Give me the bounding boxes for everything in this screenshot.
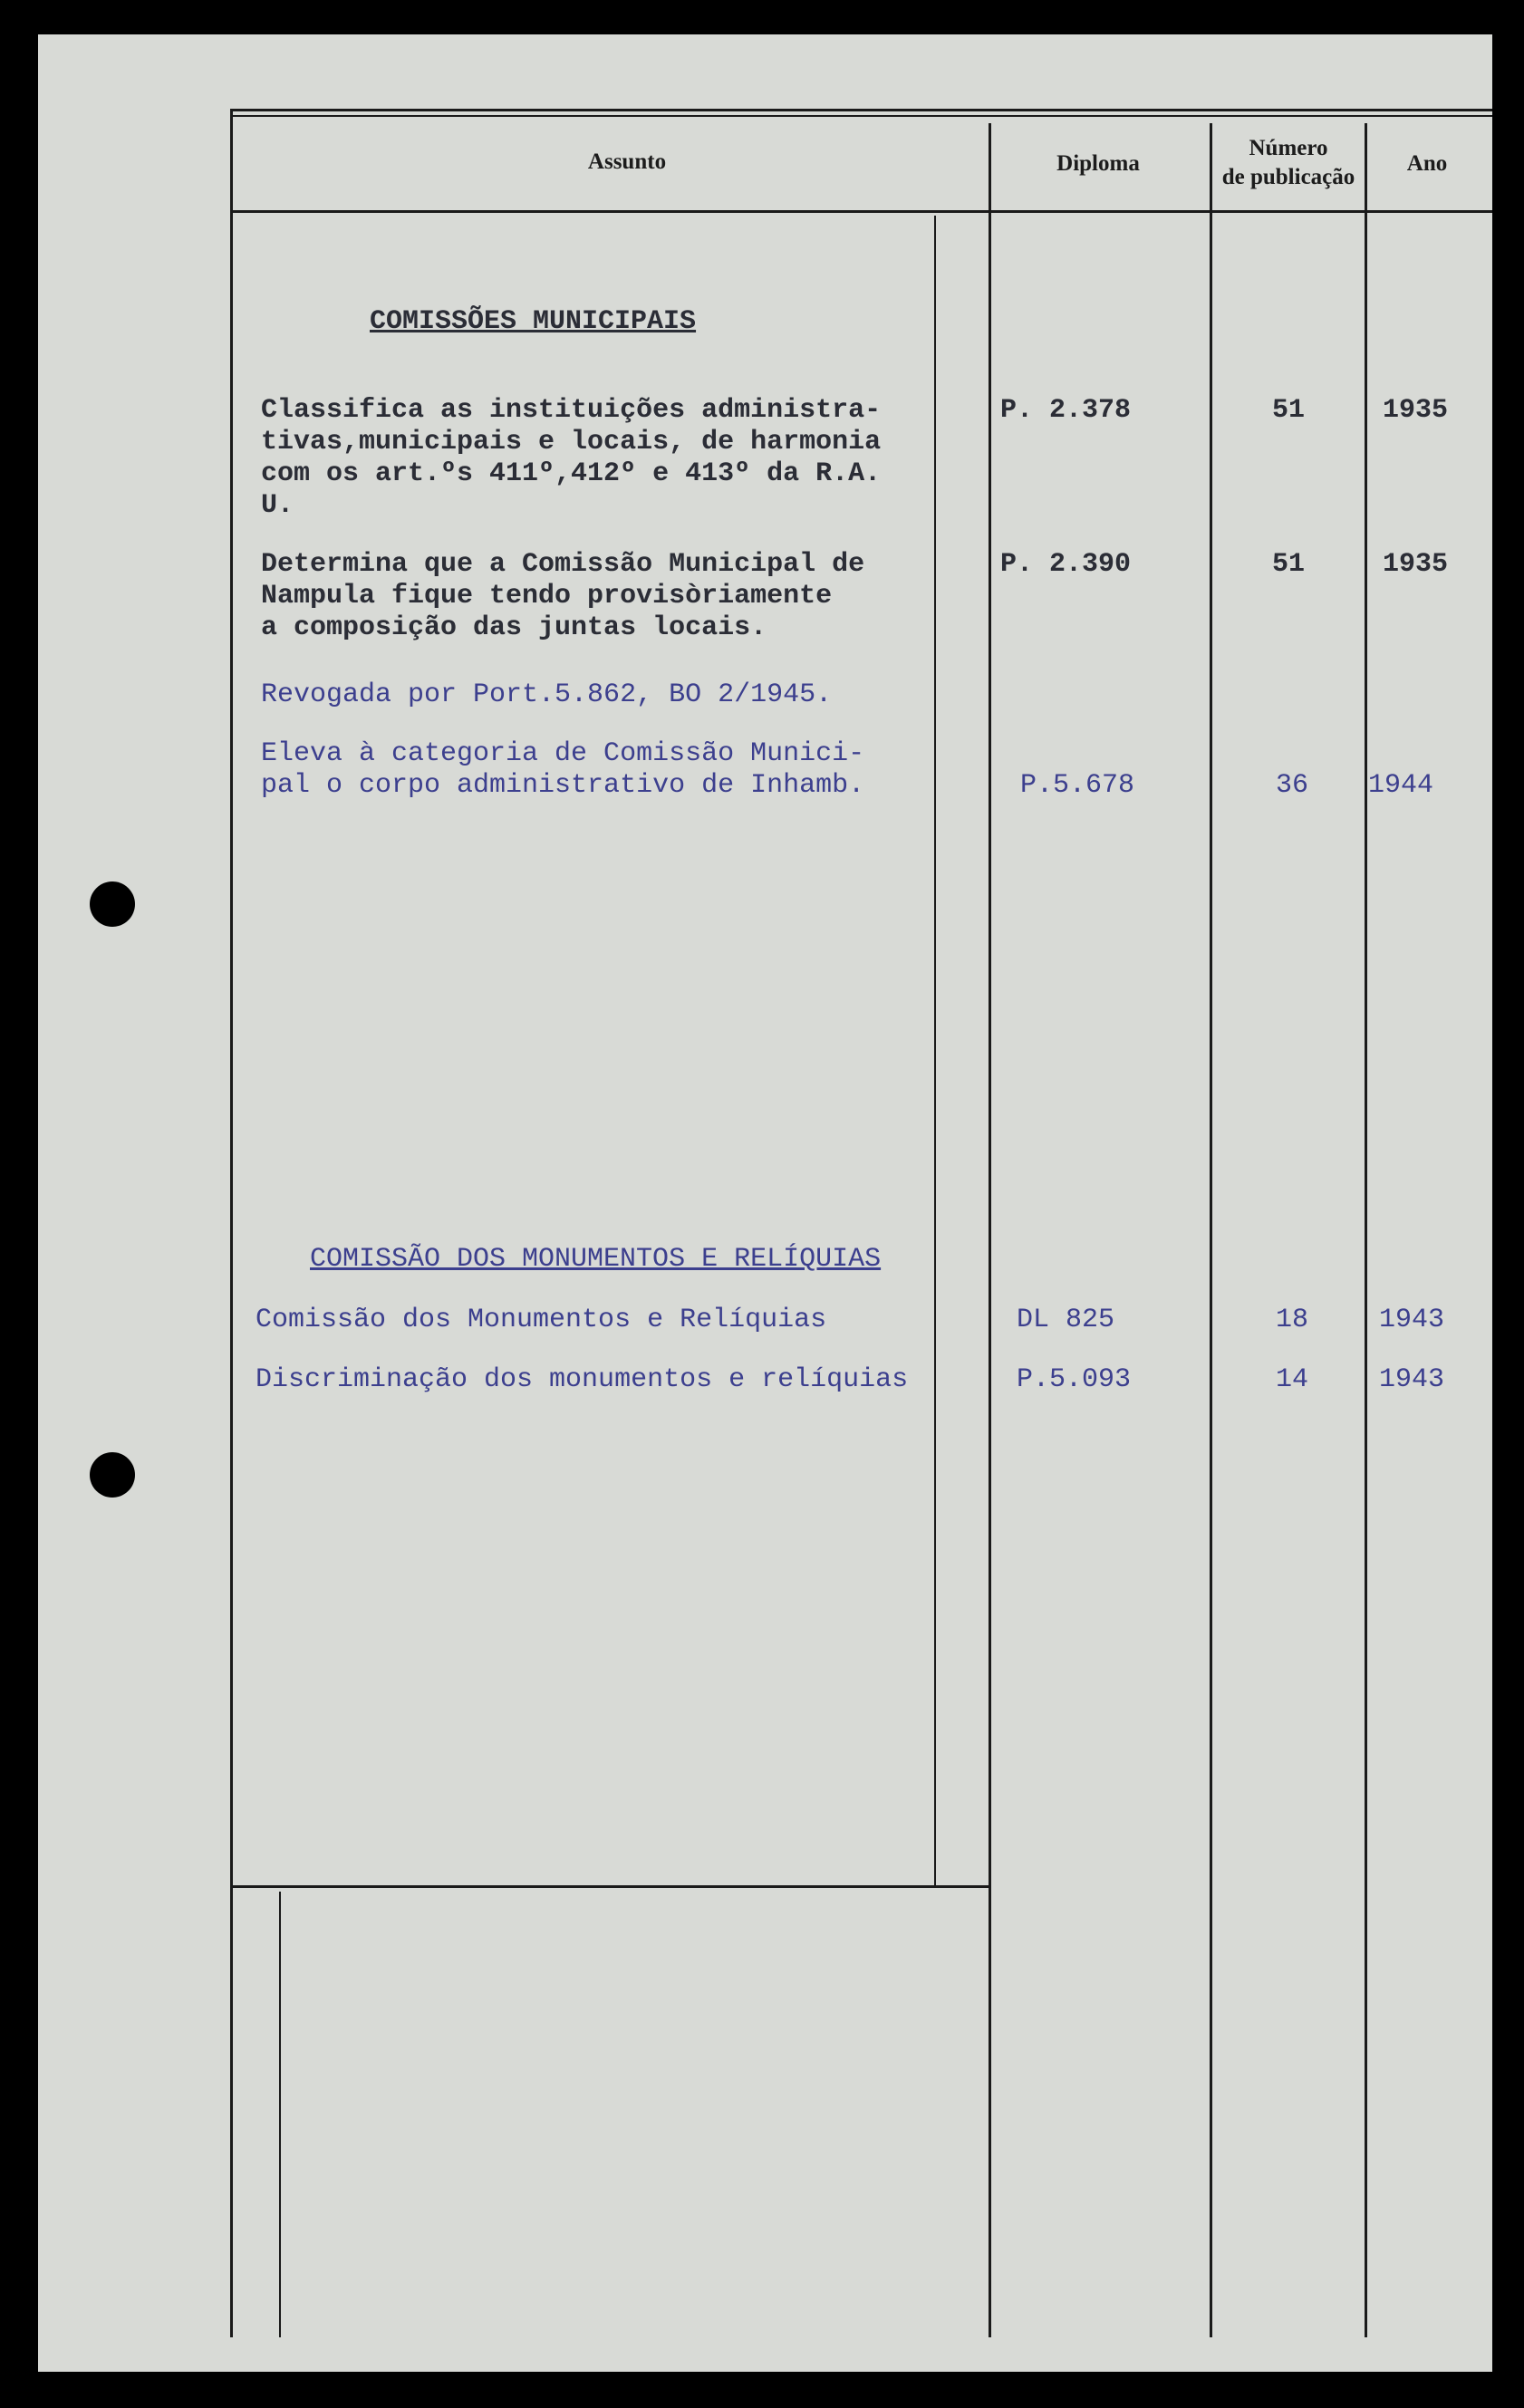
top-rule-1 <box>230 109 1492 111</box>
col-divider-diploma <box>1210 123 1212 2337</box>
entry-subject-line: Nampula fique tendo provisòriamente <box>261 581 833 612</box>
entry-ano: 1935 <box>1383 549 1449 580</box>
header-ano: Ano <box>1406 151 1448 176</box>
entry-subject-line: com os art.ºs 411º,412º e 413º da R.A. <box>261 458 882 489</box>
col-divider-assunto <box>989 123 991 2337</box>
entry-ano: 1943 <box>1379 1305 1445 1335</box>
header-numero-line2: de publicação <box>1221 165 1355 189</box>
col-divider-numero <box>1365 123 1367 2337</box>
lower-inner-left <box>279 1892 281 2337</box>
entry-numero: 18 <box>1276 1305 1309 1335</box>
entry-diploma: P.5.678 <box>1020 770 1135 801</box>
entry-subject: Discriminação dos monumentos e relíquias <box>256 1364 909 1395</box>
entry-subject-line: Eleva à categoria de Comissão Munici- <box>261 738 865 769</box>
entry-subject-line: pal o corpo administrativo de Inhamb. <box>261 770 865 801</box>
section-title-comissoes-municipais: COMISSÕES MUNICIPAIS <box>370 306 697 337</box>
entry-subject-line: Classifica as instituições administra- <box>261 395 882 426</box>
entry-subject-line: tivas,municipais e locais, de harmonia <box>261 427 882 458</box>
entry-diploma: P. 2.390 <box>1000 549 1132 580</box>
document-page <box>38 34 1492 2372</box>
entry-ano: 1943 <box>1379 1364 1445 1395</box>
section-title-comissao-monumentos: COMISSÃO DOS MONUMENTOS E RELÍQUIAS <box>310 1244 882 1275</box>
entry-numero: 51 <box>1272 549 1306 580</box>
entry-diploma: P. 2.378 <box>1000 395 1132 426</box>
entry-subject-line: U. <box>261 490 294 521</box>
revocation-note: Revogada por Port.5.862, BO 2/1945. <box>261 679 833 710</box>
header-diploma: Diploma <box>1056 151 1140 176</box>
entry-subject-line: Determina que a Comissão Municipal de <box>261 549 865 580</box>
entry-ano: 1944 <box>1368 770 1434 801</box>
left-border <box>230 109 233 2337</box>
entry-diploma: DL 825 <box>1017 1305 1115 1335</box>
entry-numero: 36 <box>1276 770 1309 801</box>
entry-diploma: P.5.093 <box>1017 1364 1132 1395</box>
header-rule <box>232 210 1492 213</box>
punch-hole-bottom <box>90 1452 135 1498</box>
punch-hole-top <box>90 881 135 927</box>
inner-box-bottom <box>232 1885 991 1888</box>
inner-box-right <box>934 216 936 1887</box>
entry-subject: Comissão dos Monumentos e Relíquias <box>256 1305 827 1335</box>
entry-ano: 1935 <box>1383 395 1449 426</box>
header-numero-line1: Número <box>1249 136 1328 160</box>
top-rule-2 <box>230 115 1492 117</box>
entry-numero: 51 <box>1272 395 1306 426</box>
entry-numero: 14 <box>1276 1364 1309 1395</box>
header-assunto: Assunto <box>587 149 667 174</box>
entry-subject-line: a composição das juntas locais. <box>261 612 767 643</box>
